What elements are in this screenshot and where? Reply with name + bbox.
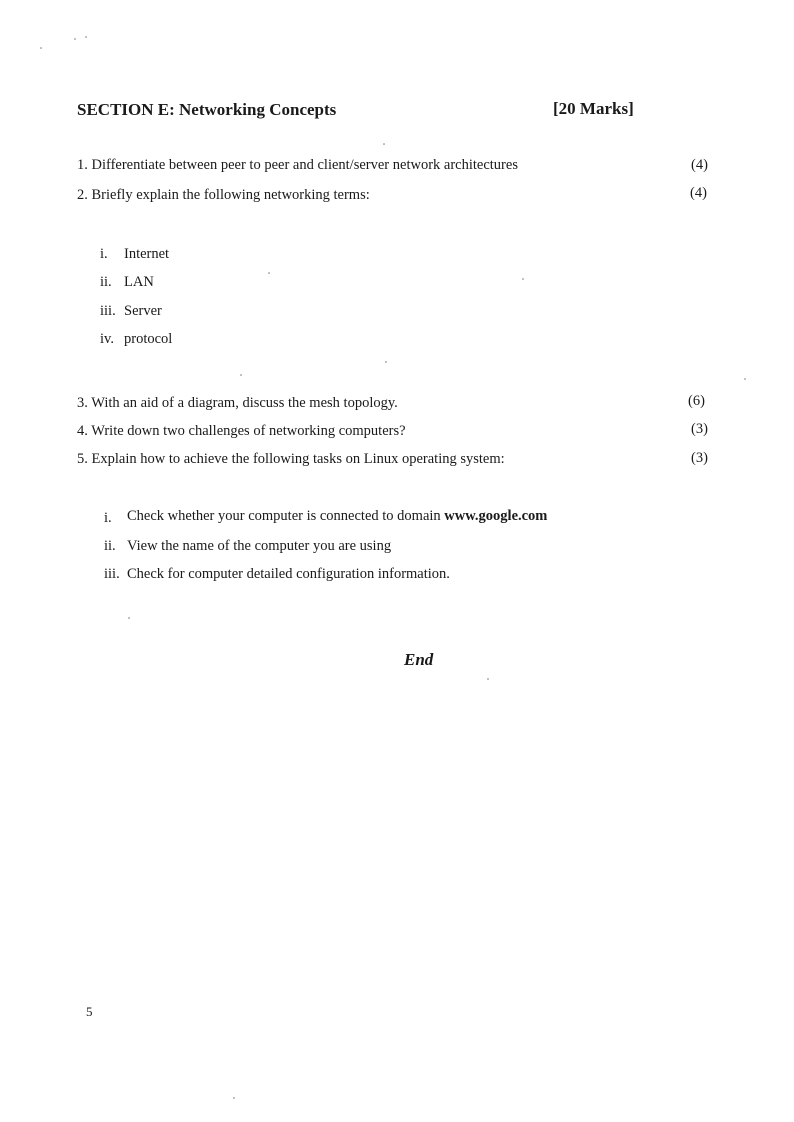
- scan-speck: [487, 678, 489, 680]
- term-num: iv.: [100, 331, 114, 347]
- task-check-connection: [127, 508, 547, 525]
- section-marks: [20 Marks]: [553, 99, 634, 118]
- task-num: i.: [104, 510, 112, 526]
- term-server: Server: [124, 303, 162, 319]
- question-3-marks: (6): [688, 393, 705, 409]
- question-5: 5. Explain how to achieve the following tasks on Linux operating system:: [77, 451, 505, 467]
- scan-speck: [522, 278, 524, 280]
- task-domain: www.google.com: [444, 508, 548, 524]
- scan-speck: [40, 47, 42, 49]
- task-num: ii.: [104, 538, 116, 554]
- end-label: End: [404, 650, 434, 669]
- scan-speck: [268, 272, 270, 274]
- question-1-marks: (4): [691, 157, 708, 173]
- term-num: iii.: [100, 303, 116, 319]
- term-protocol: protocol: [124, 331, 173, 347]
- question-2-marks: (4): [690, 185, 707, 201]
- task-num: iii.: [104, 566, 120, 582]
- section-title: SECTION E: Networking Concepts: [77, 100, 337, 119]
- scan-speck: [233, 1097, 235, 1099]
- term-num: i.: [100, 246, 108, 262]
- task-text: Check whether your computer is connected to domain: [127, 508, 445, 524]
- scan-speck: [744, 378, 746, 380]
- term-num: ii.: [100, 274, 112, 290]
- question-3: 3. With an aid of a diagram, discuss the mesh topology.: [77, 395, 398, 411]
- scan-speck: [85, 36, 87, 38]
- term-internet: Internet: [124, 246, 170, 262]
- question-2: 2. Briefly explain the following networking terms:: [77, 187, 370, 203]
- task-view-hostname: View the name of the computer you are using: [127, 538, 392, 554]
- term-lan: LAN: [124, 274, 154, 290]
- scan-speck: [240, 374, 242, 376]
- question-4-marks: (3): [691, 421, 708, 437]
- page-number: 5: [86, 1004, 93, 1019]
- scan-speck: [74, 38, 76, 40]
- scan-speck: [128, 617, 130, 619]
- question-4: 4. Write down two challenges of networking computers?: [77, 423, 406, 439]
- scan-speck: [385, 361, 387, 363]
- question-5-marks: (3): [691, 450, 708, 466]
- question-1: 1. Differentiate between peer to peer and client/server network architectures: [77, 157, 518, 173]
- scan-speck: [383, 143, 385, 145]
- task-config-info: Check for computer detailed configuration information.: [127, 566, 450, 582]
